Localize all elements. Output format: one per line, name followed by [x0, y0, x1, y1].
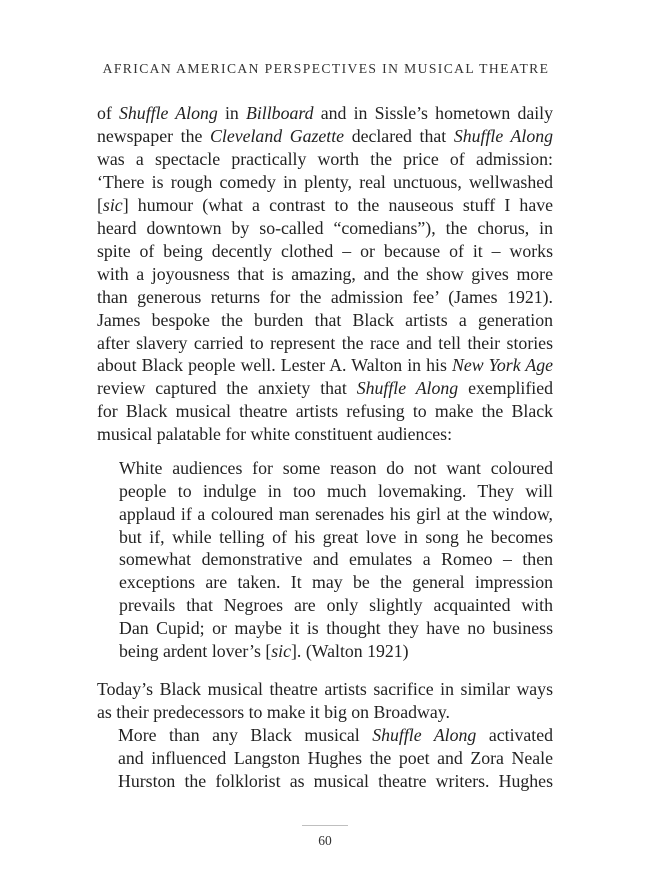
quote-line: being ardent lover’s [sic]. (Walton 1921): [119, 640, 409, 661]
quote-line: applaud if a coloured man serenades his girl at the window,: [119, 503, 553, 524]
text-line: as their predecessors to make it big on Broadway.: [97, 701, 450, 722]
quote-line: people to indulge in too much lovemaking. They will: [119, 480, 553, 501]
quote-line: but if, while telling of his great love in song he becomes: [119, 526, 553, 547]
text-line: [sic] humour (what a contrast to the nauseous stuff I have: [97, 194, 553, 215]
text-line: Hurston the folklorist as musical theatre writers. Hughes: [118, 770, 553, 791]
text-line: heard downtown by so-called “comedians”), the chorus, in: [97, 217, 553, 238]
quote-line: exceptions are taken. It may be the general impression: [119, 572, 553, 593]
text-line: for Black musical theatre artists refusing to make the Black: [97, 401, 553, 422]
text-line: about Black people well. Lester A. Walton in his New York Age: [97, 355, 553, 376]
text-line: newspaper the Cleveland Gazette declared that Shuffle Along: [97, 125, 553, 146]
page-number: 60: [318, 833, 332, 848]
body-paragraph-2: [97, 678, 553, 724]
text-line: spite of being decently clothed – or because of it – works: [97, 240, 553, 261]
text-line: than generous returns for the admission fee’ (James 1921).: [97, 286, 553, 307]
text-line: was a spectacle practically worth the price of admission:: [97, 148, 553, 169]
text-line: ‘There is rough comedy in plenty, real unctuous, wellwashed: [97, 171, 553, 192]
text-line: of Shuffle Along in Billboard and in Sissle’s hometown daily: [97, 103, 553, 123]
quote-line: prevails that Negroes are only slightly acquainted with: [119, 595, 553, 616]
text-line: review captured the anxiety that Shuffle Along exemplified: [97, 378, 553, 399]
block-quote: [119, 457, 553, 663]
body-paragraph-1: [97, 102, 553, 446]
quote-line: Dan Cupid; or maybe it is thought they have no business: [119, 617, 553, 638]
running-head: AFRICAN AMERICAN PERSPECTIVES IN MUSICAL THEATRE: [102, 61, 550, 76]
body-paragraph-3: [97, 724, 553, 793]
text-line: and influenced Langston Hughes the poet and Zora Neale: [118, 747, 553, 768]
text-line: Today’s Black musical theatre artists sacrifice in similar ways: [97, 679, 553, 699]
text-line: after slavery carried to represent the race and tell their stories: [97, 332, 553, 353]
text-line: with a joyousness that is amazing, and the show gives more: [97, 263, 553, 284]
text-line: James bespoke the burden that Black artists a generation: [97, 309, 553, 330]
folio-rule: [302, 825, 348, 826]
text-line: More than any Black musical Shuffle Along activated: [118, 725, 554, 745]
quote-line: White audiences for some reason do not want coloured: [119, 458, 553, 478]
quote-line: somewhat demonstrative and emulates a Romeo – then: [119, 549, 553, 570]
text-line: musical palatable for white constituent audiences:: [97, 424, 453, 445]
